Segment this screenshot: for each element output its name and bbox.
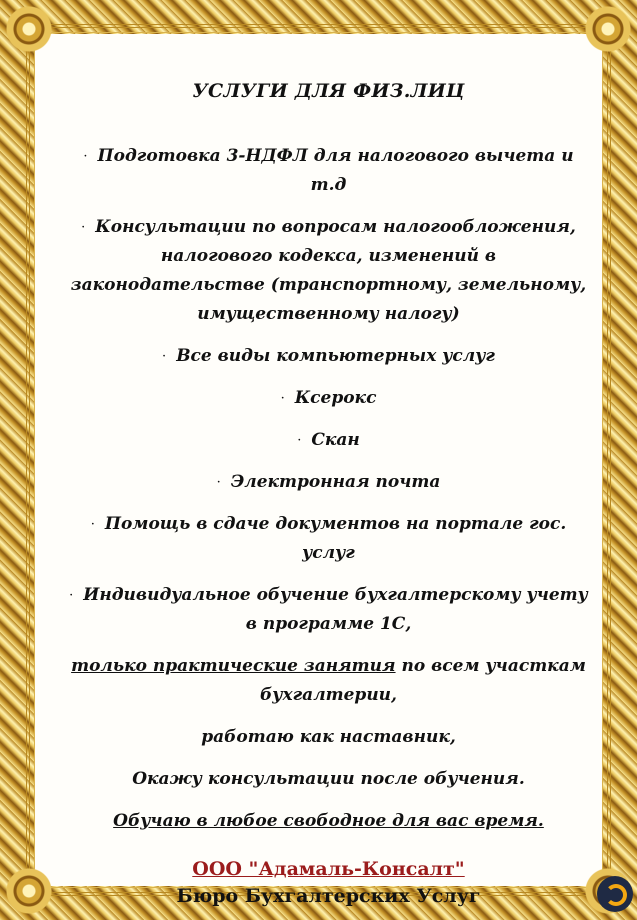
service-item: · Скан bbox=[297, 430, 360, 450]
training-schedule: Обучаю в любое свободное для вас время. bbox=[113, 811, 544, 831]
training-mentor: работаю как наставник, bbox=[201, 727, 456, 747]
services-document bbox=[64, 80, 593, 849]
bullet: · bbox=[280, 391, 285, 406]
training-practical: только практические занятия по всем участкам бухгалтерии, bbox=[71, 656, 586, 705]
page-title: УСЛУГИ ДЛЯ ФИЗ.ЛИЦ bbox=[192, 80, 465, 102]
bullet: · bbox=[69, 588, 74, 603]
bullet: · bbox=[83, 149, 88, 164]
bullet: · bbox=[162, 349, 167, 364]
training-after: Окажу консультации после обучения. bbox=[132, 769, 525, 789]
service-item: · Ксерокс bbox=[280, 388, 377, 408]
practical-underlined: только практические занятия bbox=[71, 656, 396, 676]
bullet: · bbox=[297, 433, 302, 448]
bullet: · bbox=[81, 220, 86, 235]
frame-corner-ornament bbox=[6, 6, 52, 52]
company-name: ООО "Адамаль-Консалт" bbox=[192, 858, 465, 880]
service-item: · Электронная почта bbox=[216, 472, 441, 492]
service-item: · Индивидуальное обучение бухгалтерскому учету в программе 1С, bbox=[69, 585, 588, 634]
footer bbox=[64, 856, 593, 910]
service-item: · Консультации по вопросам налогообложения, налогового кодекса, изменений в законодательстве (транспортному, земельному, имущественному налогу) bbox=[70, 217, 587, 324]
bullet: · bbox=[216, 475, 221, 490]
company-subtitle: Бюро Бухгалтерских Услуг bbox=[176, 885, 481, 907]
bullet: · bbox=[90, 517, 95, 532]
brand-logo-icon bbox=[597, 876, 633, 912]
service-item: · Все виды компьютерных услуг bbox=[162, 346, 495, 366]
service-item: · Помощь в сдаче документов на портале гос. услуг bbox=[90, 514, 567, 563]
service-item: · Подготовка 3-НДФЛ для налогового вычета и т.д bbox=[83, 146, 574, 195]
frame-corner-ornament bbox=[6, 868, 52, 914]
frame-corner-ornament bbox=[585, 6, 631, 52]
